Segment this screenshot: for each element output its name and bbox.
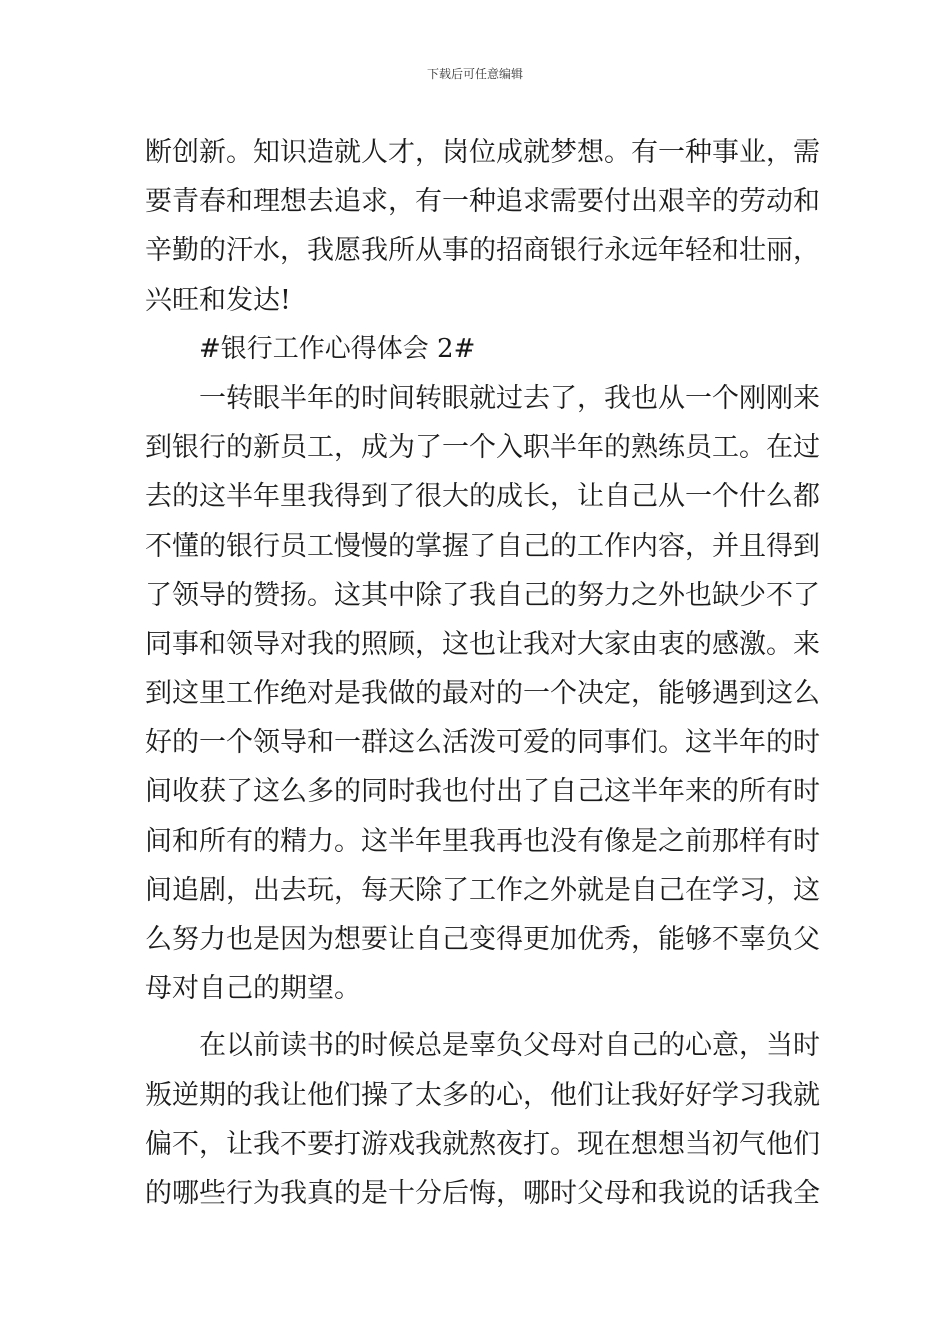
paragraph-line: 断创新。知识造就人才，岗位成就梦想。有一种事业，需 <box>145 137 820 168</box>
paragraph-line: 在以前读书的时候总是辜负父母对自己的心意，当时 <box>199 1030 820 1062</box>
section-heading: #银行工作心得体会 2# <box>199 333 476 364</box>
paragraph-2 <box>145 374 820 1013</box>
paragraph-line: 去的这半年里我得到了很大的成长，让自己从一个什么都 <box>145 481 820 513</box>
paragraph-line: 母对自己的期望。 <box>145 973 361 1005</box>
paragraph-line: 到银行的新员工，成为了一个入职半年的熟练员工。在过 <box>145 432 820 464</box>
paragraph-line: 偏不，让我不要打游戏我就熬夜打。现在想想当初气他们 <box>145 1128 820 1160</box>
paragraph-line: 要青春和理想去追求，有一种追求需要付出艰辛的劳动和 <box>145 186 820 218</box>
paragraph-line: 辛勤的汗水，我愿我所从事的招商银行永远年轻和壮丽， <box>145 235 820 267</box>
paragraph-1 <box>145 128 820 325</box>
paragraph-3 <box>145 1021 820 1218</box>
paragraph-line: 么努力也是因为想要让自己变得更加优秀，能够不辜负父 <box>145 924 820 955</box>
paragraph-line: 同事和领导对我的照顾，这也让我对大家由衷的感激。来 <box>145 628 820 660</box>
page-header: 下载后可任意编辑 <box>426 67 523 81</box>
paragraph-spacer <box>145 1013 810 1021</box>
paragraph-line: 间追剧，出去玩，每天除了工作之外就是自己在学习，这 <box>145 874 820 906</box>
paragraph-line: 到这里工作绝对是我做的最对的一个决定，能够遇到这么 <box>145 678 820 710</box>
paragraph-line: 叛逆期的我让他们操了太多的心，他们让我好好学习我就 <box>145 1079 820 1111</box>
paragraph-line: 间和所有的精力。这半年里我再也没有像是之前那样有时 <box>145 825 820 857</box>
paragraph-line: 了领导的赞扬。这其中除了我自己的努力之外也缺少不了 <box>145 579 820 611</box>
paragraph-line: 兴旺和发达! <box>145 284 291 316</box>
paragraph-line: 间收获了这么多的同时我也付出了自己这半年来的所有时 <box>145 776 820 808</box>
paragraph-line: 好的一个领导和一群这么活泼可爱的同事们。这半年的时 <box>145 727 820 759</box>
paragraph-line: 的哪些行为我真的是十分后悔，哪时父母和我说的话我全 <box>145 1177 820 1209</box>
document-body <box>145 128 820 1218</box>
paragraph-line: 不懂的银行员工慢慢的掌握了自己的工作内容，并且得到 <box>145 530 820 562</box>
paragraph-line: 一转眼半年的时间转眼就过去了，我也从一个刚刚来 <box>199 382 820 414</box>
